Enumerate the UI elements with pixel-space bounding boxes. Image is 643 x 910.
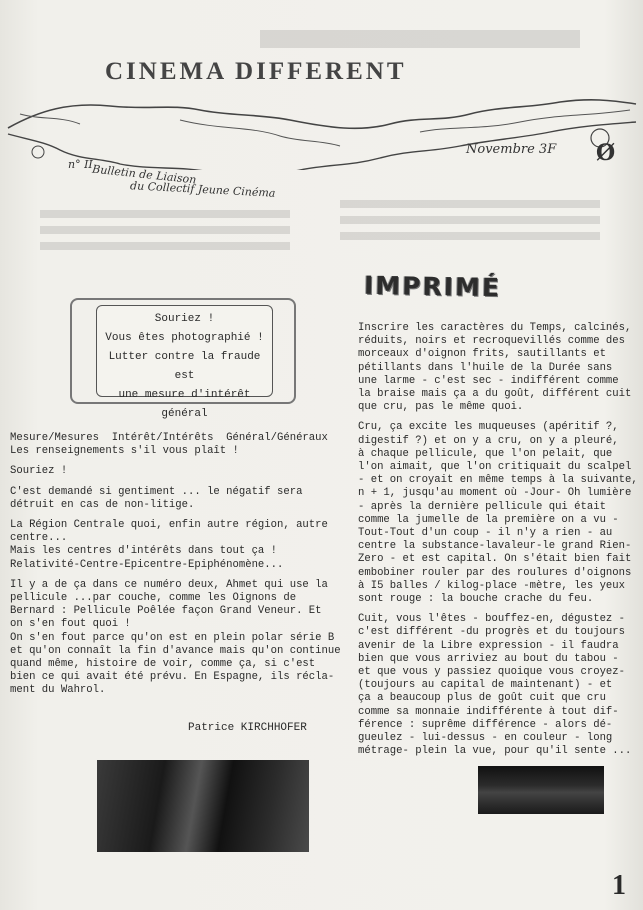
paragraph: C'est demandé si gentiment ... le négatif sera détruit en cas de non-litige. (10, 485, 303, 511)
issue-number: n° II (68, 158, 93, 171)
notice-line: une mesure d'intérêt général (118, 389, 251, 420)
paragraph: Cru, ça excite les muqueuses (apéritif ?, digestif ?) et on y a cru, on y a pleuré, à chaque pellicule, que l'on pelait, que l'on aimait, que l'on critiquait du scalpel - et on croyait en même temps à la suivante, n + 1, jusqu'au moment où -Jour- Oh lumière - après la dernière pellicule qui était comme la jumelle de la première on a vu - Tout-Tout d'un coup - il n'y a rien - au centre la substance-lavaleur-le grand Rien- Zero - et est capital. On s'était bien fait embobiner rouler par des roulures d'oignons à I5 balles / kilog-place -mètre, les yeux sont rouge : la bouche crache du feu. (358, 421, 638, 606)
masthead-title: CINEMA DIFFERENT (105, 58, 407, 85)
issue-price: Novembre 3F (466, 142, 557, 157)
right-column (358, 322, 638, 766)
paragraph: Inscrire les caractères du Temps, calcinés, réduits, noirs et recroquevillés comme des morceaux d'oignon frits, sautillants et pétillants dans l'huile de la Durée sans une larme - c'est sec - indifférent comme la braise mais ça a du goût, différent cuit que cru, pas le même quoi. (358, 322, 632, 414)
notice-box (96, 305, 273, 420)
author-signature: Patrice KIRCHHOFER (188, 722, 307, 734)
bulletin-subtitle-line1: Bulletin de Liaison (91, 162, 197, 187)
imprime-stamp: IMPRIMÉ (363, 270, 502, 303)
bulletin-subtitle-line2: du Collectif Jeune Cinéma (129, 179, 276, 200)
film-still-photo (97, 760, 309, 852)
notice-line: Souriez ! (154, 313, 215, 325)
eyes-photo (478, 766, 604, 814)
paragraph: Il y a de ça dans ce numéro deux, Ahmet qui use la pellicule ...par couche, comme les Oignons de Bernard : Pellicule Poêlée façon Grand Veneur. Et on s'en fout quoi ! On s'en fout parce qu'on est en plein polar série B et qu'on connaît la fin d'avance mais qu'on continue quand même, histoire de voir, comme ça, si c'est bien ce qui avait été prévu. En Espagne, ils récla- ment du Wahrol. (10, 578, 341, 697)
paragraph: Cuit, vous l'êtes - bouffez-en, dégustez - c'est différent -du progrès et du toujours avenir de la Libre expression - il faudra bien que vous arriviez au bout du tabou - et que vous y passiez quoique vous croyez- (toujours au capital de maintenant) - et ça a beaucoup plus de goût cuit que cru comme sa monnaie indifférente à tout dif- férence : suprême différence - alors dé- gueulez - lui-dessus - en couleur - long métrage- plein la vue, pour qu'il sente ... (358, 613, 632, 758)
paragraph: La Région Centrale quoi, enfin autre région, autre centre... Mais les centres d'intérêts dans tout ça ! Relativité-Centre-Epicentre-Epiphénomène... (10, 519, 328, 571)
notice-line: Vous êtes photographié ! (105, 332, 264, 344)
paragraph: Souriez ! (10, 465, 68, 478)
left-column (10, 432, 345, 705)
paragraph: Mesure/Mesures Intérêt/Intérêts Général/Généraux Les renseignements s'il vous plaît ! (10, 432, 328, 458)
page-number: 1 (612, 870, 626, 901)
masthead-mark: Ø (596, 140, 616, 166)
notice-line: Lutter contre la fraude est (108, 351, 261, 382)
